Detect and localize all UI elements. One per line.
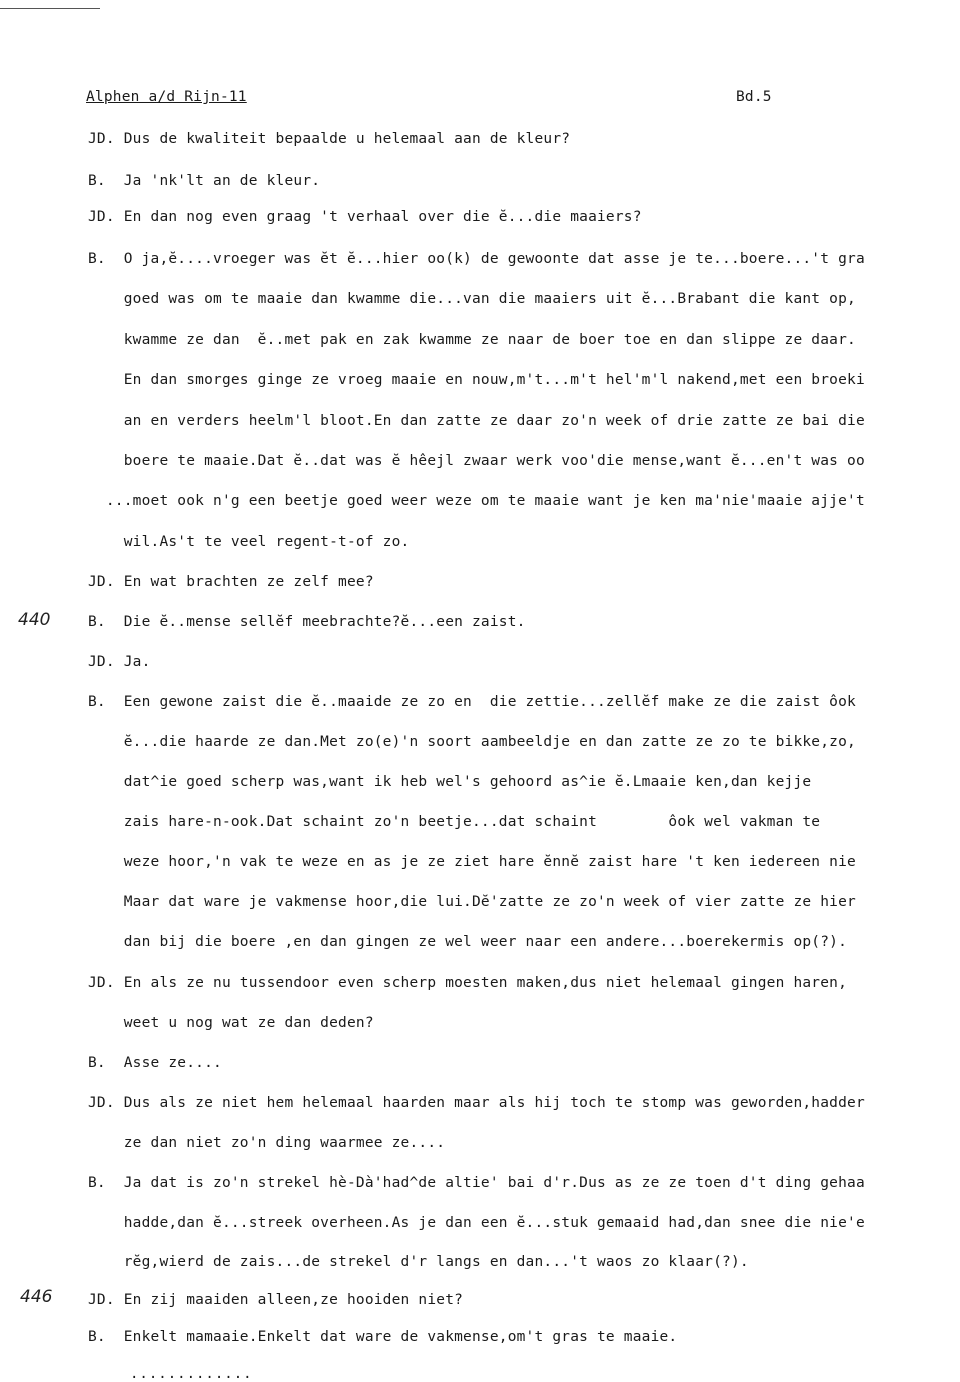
header-location: Alphen a/d Rijn-11 bbox=[86, 89, 247, 105]
transcript-line: zais hare-n-ook.Dat schaint zo'n beetje...dat schaint ôok wel vakman te bbox=[88, 814, 821, 830]
transcript-line: boere te maaie.Dat ĕ..dat was ĕ hêejl zwaar werk voo'die mense,want ĕ...en't was oo bbox=[88, 453, 865, 469]
transcript-line: JD. Ja. bbox=[88, 654, 151, 670]
transcript-line: ...moet ook n'g een beetje goed weer weze om te maaie want je ken ma'nie'maaie ajje't bbox=[88, 493, 865, 509]
transcript-line: B. Enkelt mamaaie.Enkelt dat ware de vakmense,om't gras te maaie. bbox=[88, 1329, 678, 1345]
transcript-line: JD. En zij maaiden alleen,ze hooiden niet? bbox=[88, 1292, 464, 1308]
transcript-line: JD. En wat brachten ze zelf mee? bbox=[88, 574, 374, 590]
transcript-line: dan bij die boere ,en dan gingen ze wel weer naar een andere...boerekermis op(?). bbox=[88, 934, 848, 950]
transcript-line: B. Die ĕ..mense sellĕf meebrachte?ĕ...een zaist. bbox=[88, 614, 526, 630]
transcript-line: hadde,dan ĕ...streek overheen.As je dan een ĕ...stuk gemaaid had,dan snee die nie'e bbox=[88, 1215, 865, 1231]
transcript-line: JD. Dus als ze niet hem helemaal haarden maar als hij toch te stomp was geworden,hadder bbox=[88, 1095, 865, 1111]
transcript-line: JD. Dus de kwaliteit bepaalde u helemaal aan de kleur? bbox=[88, 131, 571, 147]
transcript-line: goed was om te maaie dan kwamme die...van die maaiers uit ĕ...Brabant die kant op, bbox=[88, 291, 856, 307]
transcript-line: B. Asse ze.... bbox=[88, 1055, 222, 1071]
transcript-line: kwamme ze dan ĕ..met pak en zak kwamme ze naar de boer toe en dan slippe ze daar. bbox=[88, 332, 856, 348]
transcript-line: wil.As't te veel regent-t-of zo. bbox=[88, 534, 410, 550]
transcript-line: dat^ie goed scherp was,want ik heb wel's gehoord as^ie ĕ.Lmaaie ken,dan kejje bbox=[88, 774, 812, 790]
transcript-line: En dan smorges ginge ze vroeg maaie en nouw,m't...m't hel'm'l nakend,met een broeki bbox=[88, 372, 865, 388]
transcript-line: ĕ...die haarde ze dan.Met zo(e)'n soort aambeeldje en dan zatte ze zo te bikke,zo, bbox=[88, 734, 856, 750]
top-rule bbox=[0, 8, 100, 9]
transcript-line: JD. En dan nog even graag 't verhaal over die ĕ...die maaiers? bbox=[88, 209, 642, 225]
margin-number-440: 440 bbox=[18, 610, 51, 630]
transcript-line: an en verders heelm'l bloot.En dan zatte ze daar zo'n week of drie zatte ze bai die bbox=[88, 413, 865, 429]
transcript-line: rĕg,wierd de zais...de strekel d'r langs en dan...'t waos zo klaar(?). bbox=[88, 1254, 749, 1270]
transcript-line: B. Ja dat is zo'n strekel hè-Dà'had^de altie' bai d'r.Dus as ze ze toen d't ding gehaa bbox=[88, 1175, 865, 1191]
transcript-line: ze dan niet zo'n ding waarmee ze.... bbox=[88, 1135, 446, 1151]
transcript-line: weze hoor,'n vak te weze en as je ze ziet hare ĕnnĕ zaist hare 't ken iedereen nie bbox=[88, 854, 856, 870]
transcript-line: weet u nog wat ze dan deden? bbox=[88, 1015, 374, 1031]
transcript-line: B. Ja 'nk'lt an de kleur. bbox=[88, 173, 321, 189]
transcript-line: Maar dat ware je vakmense hoor,die lui.Dĕ'zatte ze zo'n week of vier zatte ze hier bbox=[88, 894, 856, 910]
closing-dots: ............. bbox=[130, 1366, 253, 1382]
transcript-line: JD. En als ze nu tussendoor even scherp moesten maken,dus niet helemaal gingen haren, bbox=[88, 975, 848, 991]
margin-number-446: 446 bbox=[20, 1287, 53, 1307]
transcript-line: B. Een gewone zaist die ĕ..maaide ze zo en die zettie...zellĕf make ze die zaist ôok bbox=[88, 694, 856, 710]
transcript-line: B. O ja,ĕ....vroeger was ĕt ĕ...hier oo(k) de gewoonte dat asse je te...boere...'t gra bbox=[88, 251, 865, 267]
header-tape: Bd.5 bbox=[736, 89, 772, 105]
